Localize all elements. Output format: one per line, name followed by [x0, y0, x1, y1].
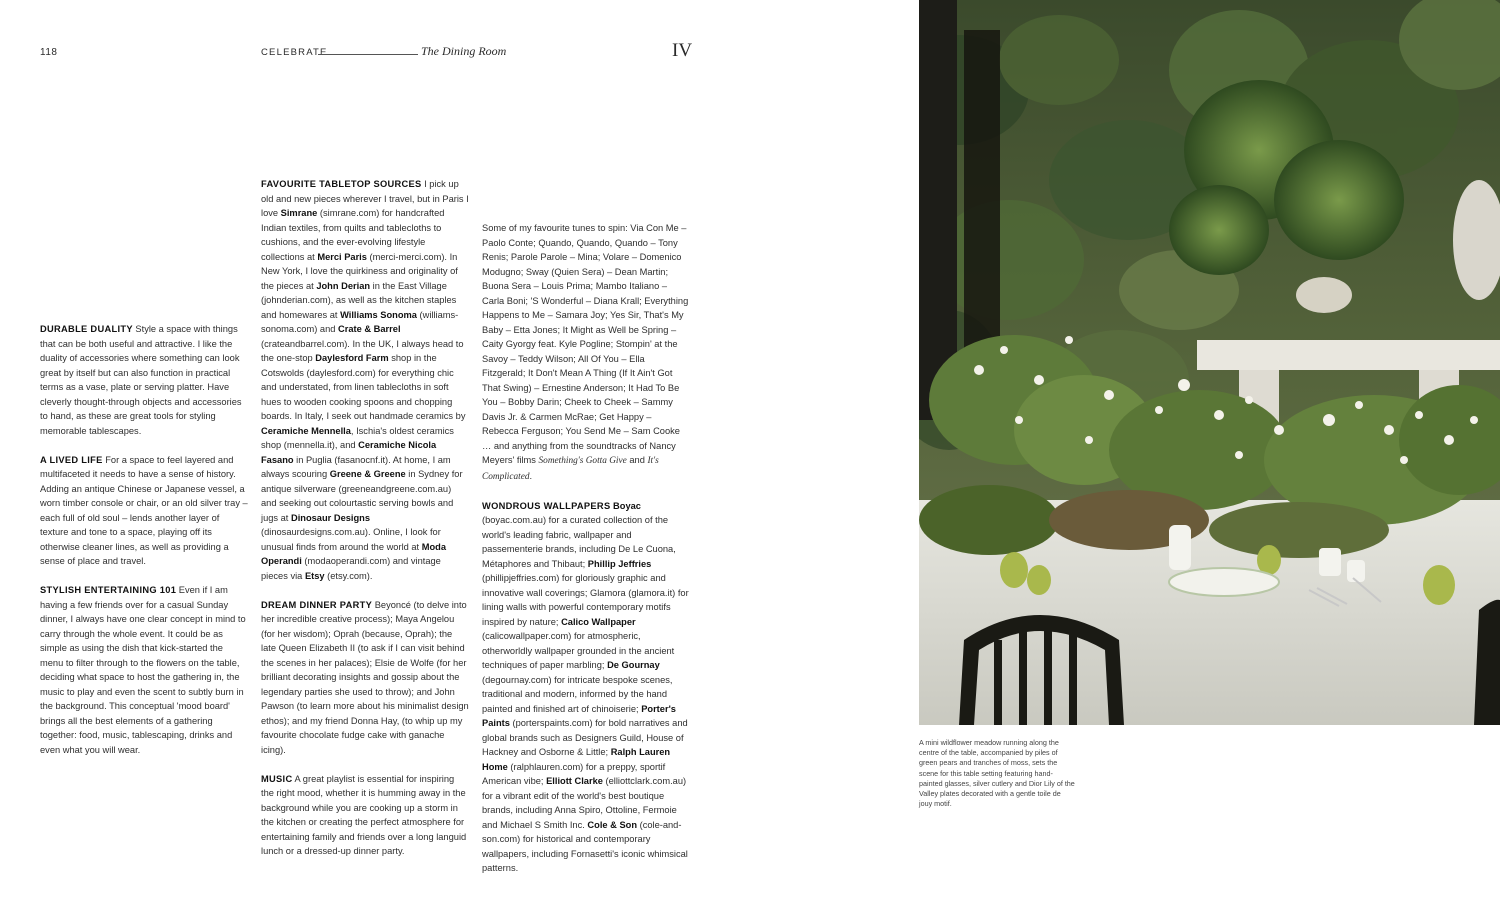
paragraph-music	[261, 772, 469, 859]
section-title: CELEBRATE	[261, 47, 328, 58]
brand-name: Merci Paris	[317, 251, 367, 262]
text: (phillipjeffries.com) for gloriously graphic and innovative wall coverings; Glamora (glamora.it) for lining walls with powerful contemporary motifs inspired by nature;	[482, 573, 689, 627]
photo-caption: A mini wildflower meadow running along the centre of the table, accompanied by piles of green pears and tranches of moss, sets the scene for this table setting featuring hand-painted glasses, silver cutlery and Dior Lily of the Valley plates decorated with a gentle toile de jouy motif.	[919, 738, 1075, 809]
page-number: 118	[40, 47, 58, 58]
brand-name: Boyac	[613, 500, 641, 511]
jug	[1169, 525, 1191, 570]
brand-name: Etsy	[304, 570, 325, 581]
text: (boyac.com.au) for a curated collection of the world's leading fabric, wallpaper and passementerie brands, including De Le Cuona, Métaphores and Thibaut;	[482, 515, 676, 569]
text: (modaoperandi.com) and vintage pieces via	[261, 556, 441, 581]
text: (elliottclark.com.au) for a vibrant edit of the world's best boutique brands, including Anna Spiro, Ottoline, Fermoie and Michael S Smith Inc.	[482, 776, 687, 830]
heading-music: MUSIC	[261, 773, 293, 784]
text: (calicowallpaper.com) for atmospheric, otherworldly wallpaper grounded in the ancient techniques of paper marbling;	[482, 631, 675, 670]
paragraph-tabletop-sources	[261, 177, 469, 583]
text: (merci-merci.com). In New York, I love the quirkiness and originality of the pieces at	[261, 251, 458, 291]
brand-name: Porter's Paints	[482, 703, 676, 728]
brand-name: Moda Operandi	[261, 541, 447, 566]
coral	[1296, 277, 1352, 313]
text: in Puglia (fasanocnf.it). At home, I am always scouring	[261, 454, 451, 479]
header-divider	[318, 54, 418, 55]
text: .	[529, 470, 533, 481]
paragraph-wondrous-wallpapers	[482, 499, 690, 876]
chapter-title: The Dining Room	[421, 44, 507, 58]
text: , Ischia's oldest ceramics shop (mennella.it), and	[261, 425, 454, 450]
text: (porterspaints.com) for bold narratives and global brands such as Designers Guild, House of Hackney and Osborne & Little;	[482, 718, 688, 757]
brand-name: Crate & Barrel	[338, 324, 401, 334]
text: shop in the Cotswolds (daylesford.com) for everything chic and understated, from linen tablecloths in soft hues to wooden cooking spoons and chopping boards. In Italy, I seek out handmade ceramics by	[261, 353, 466, 421]
brand-name: Phillip Jeffries	[587, 558, 652, 569]
text: (etsy.com).	[324, 570, 373, 581]
brand-name: De Gournay	[607, 660, 660, 670]
film-title: It's Complicated	[482, 456, 659, 482]
paragraph-text: Some of my favourite tunes to spin: Via Con Me – Paolo Conte; Quando, Quando, Quando – Tony Renis; Parole Parole – Mina; Volare – Domenico Modugno; Sway (Quien Sera) – Dean Martin; Buona Sera – Louis Prima; Mambo Italiano – Carla Boni; 'S Wonderful – Diana Krall; Everything Happens to Me – Samara Joy; Yes Sir, That's My Baby – Etta Jones; It Might as Well be Spring – Caity Gyorgy feat. Kyle Pogline; Stompin' at the Savoy – Teddy Wilson; All Of You – Ella Fitzgerald; It Don't Mean A Thing (If It Ain't Got That Swing) – Ernestine Anderson; It Had To Be You – Bobby Darin; Cheek to Cheek – Sammy Davis Jr. & Carmen McRae; Get Happy – Rebecca Ferguson; You Send Me – Sam Cooke … and anything from the soundtracks of Nancy Meyers' films	[482, 223, 689, 465]
text: (ralphlauren.com) for a preppy, sportif American vibe;	[482, 761, 666, 786]
brand-name: Ceramiche Mennella	[261, 425, 351, 436]
text-column-1	[40, 322, 248, 772]
text: in Sydney for antique silverware (greeneandgreene.com.au) and seeking out colourtastic serving bowls and jugs at	[261, 469, 463, 523]
photo-illustration	[919, 0, 1500, 725]
text: (dinosaurdesigns.com.au). Online, I look for unusual finds from around the world at	[261, 527, 441, 552]
paragraph-durable-duality	[40, 322, 248, 438]
brand-name: Daylesford Farm	[315, 353, 389, 363]
brand-name: Calico Wallpaper	[561, 616, 636, 627]
chapter-numeral: IV	[672, 40, 693, 61]
text: (crateandbarrel.com). In the UK, I always head to the one-stop	[261, 338, 464, 363]
brand-name: John Derian	[316, 280, 371, 291]
brand-name: Ralph Lauren Home	[482, 747, 671, 772]
brand-name: Cole & Son	[587, 819, 638, 830]
text: I pick up old and new pieces wherever I travel, but in Paris I love	[261, 179, 469, 218]
text: in the East Village (johnderian.com), as well as the kitchen staples and homewares at	[261, 280, 457, 320]
brand-name: Ceramiche Nicola Fasano	[261, 440, 437, 465]
film-title: Something's Gotta Give	[538, 456, 627, 466]
text: (degournay.com) for intricate bespoke scenes, traditional and modern, informed by the hand painted and finished art of chinoiserie;	[482, 674, 673, 714]
text: (simrane.com) for handcrafted Indian textiles, from quilts and tablecloths to cushions, and the ever-evolving lifestyle collections at	[261, 208, 445, 262]
brand-name: Dinosaur Designs	[290, 512, 371, 523]
heading-durable-duality: DURABLE DUALITY	[40, 324, 133, 334]
brand-name: Simrane	[280, 208, 318, 218]
paragraph-text: Beyoncé (to delve into her incredible creative process); Maya Angelou (for her wisdom); Oprah (because, Oprah); the late Queen Elizabeth II (to ask if I can visit behind the scenes in her palaces); Elsie de Wolfe (for her brilliant decorating insights and gossip about the legendary parties she used to throw); and John Pawson (to learn more about his minimalist design ethos); and my friend Donna Hay, (to whip up my favourite chocolate fudge cake with ganache icing).	[261, 599, 469, 755]
paragraph-text: Even if I am having a few friends over for a casual Sunday dinner, I always have one clear concept in mind to carry through the whole event. It could be as simple as using the dish that kick-started the menu to filter through to the flowers on the table, deciding what space to host the gathering in, the music to play and even the scent to subtly burn in the background. This conceptual 'mood board' brings all the best elements of a gathering together: food, music, tablescaping, drinks and even what you will wear.	[40, 585, 246, 755]
text: (williams-sonoma.com) and	[261, 309, 459, 334]
text: and	[626, 455, 648, 465]
text-column-2	[261, 177, 469, 873]
dining-table-photo	[919, 0, 1500, 725]
text: (cole-and-son.com) for historical and contemporary wallpapers, including Fornasetti's iconic whimsical patterns.	[482, 819, 688, 873]
heading-wondrous-wallpapers: WONDROUS WALLPAPERS	[482, 500, 611, 511]
paragraph-lived-life	[40, 453, 248, 569]
heading-tabletop-sources: FAVOURITE TABLETOP SOURCES	[261, 179, 422, 189]
paragraph-text: Style a space with things that can be both useful and attractive. I like the duality of accessories where something can look great by itself but can also function in practical terms as a vase, plate or serving platter. Have cleverly thought-through objects and accessories to hand, as these are great tools for styling memorable tablescapes.	[40, 324, 242, 436]
mantelpiece	[1197, 340, 1500, 370]
brand-name: Elliott Clarke	[546, 776, 603, 786]
brand-name: Greene & Greene	[329, 469, 406, 479]
paragraph-playlist	[482, 221, 690, 484]
heading-lived-life: A LIVED LIFE	[40, 454, 103, 465]
heading-dream-dinner-party: DREAM DINNER PARTY	[261, 599, 373, 610]
brand-name: Williams Sonoma	[340, 309, 417, 320]
paragraph-dream-dinner-party	[261, 598, 469, 758]
paragraph-text: For a space to feel layered and multifaceted it needs to have a sense of history. Adding an antique Chinese or Japanese vessel, a worn timber console or chair, or an old silver tray – each full of old soul – lends another layer of texture and tone to a space, playing off its otherwise cleaner lines, as well as providing a sense of place and travel.	[40, 454, 248, 566]
paragraph-stylish-entertaining	[40, 583, 248, 757]
heading-stylish-entertaining: STYLISH ENTERTAINING 101	[40, 585, 177, 595]
paragraph-text: A great playlist is essential for inspiring the right mood, whether it is humming away in the background while you are cooking up a storm in the kitchen or creating the perfect atmosphere for entertaining family and friends over a long languid lunch or a dressed-up dinner party.	[261, 773, 467, 856]
text-column-3	[482, 221, 690, 890]
